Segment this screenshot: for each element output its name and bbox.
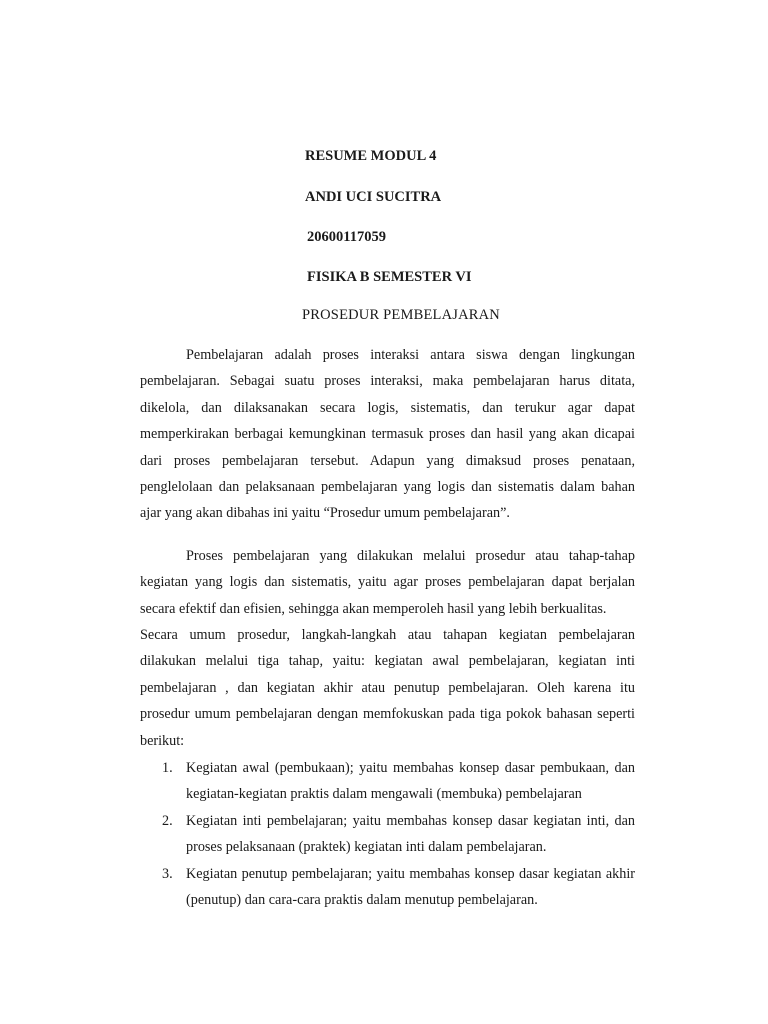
paragraph-process: Proses pembelajaran yang dilakukan melalui prosedur atau tahap-tahap kegiatan yang logis dan sistematis, yaitu agar proses pembelajaran dapat berjalan secara efektif dan efisien, sehingga akan memperoleh hasil yang lebih berkualitas. (140, 548, 635, 617)
list-marker: 1. (162, 760, 173, 776)
section-heading: PROSEDUR PEMBELAJARAN (302, 307, 500, 323)
list-item-text: Kegiatan inti pembelajaran; yaitu membahas konsep dasar kegiatan inti, dan proses pelaksanaan (praktek) kegiatan inti dalam pembelajaran. (186, 812, 635, 856)
author-name: ANDI UCI SUCITRA (305, 189, 442, 205)
paragraph-intro: Pembelajaran adalah proses interaksi antara siswa dengan lingkungan pembelajaran. Sebagai suatu proses interaksi, maka pembelajaran harus ditata, dikelola, dan dilaksanakan secara logis, sistematis, dan terukur agar dapat memperkirakan berbagai kemungkinan termasuk proses dan hasil yang akan dicapai dari proses pembelajaran tersebut. Adapun yang dimaksud proses penataan, penglelolaan dan pelaksanaan pembelajaran yang logis dan sistematis dalam bahan ajar yang akan dibahas ini yaitu “Prosedur umum pembelajaran”. (140, 347, 635, 522)
student-id: 20600117059 (307, 229, 386, 245)
list-marker: 3. (162, 865, 173, 882)
numbered-list (140, 755, 635, 913)
class-info: FISIKA B SEMESTER VI (307, 269, 472, 285)
list-marker: 2. (162, 812, 173, 829)
list-item (140, 861, 635, 914)
list-item (140, 755, 635, 808)
paragraph-stages: Secara umum prosedur, langkah-langkah atau tahapan kegiatan pembelajaran dilakukan melalui tiga tahap, yaitu: kegiatan awal pembelajaran, kegiatan inti pembelajaran , dan kegiatan akhir atau penutup pembelajaran. Oleh karena itu prosedur umum pembelajaran dengan memfokuskan pada tiga pokok bahasan seperti berikut: (140, 627, 635, 749)
list-item-text: Kegiatan awal (pembukaan); yaitu membahas konsep dasar pembukaan, dan kegiatan-kegiatan praktis dalam mengawali (membuka) pembelajaran (186, 760, 635, 803)
list-item-text: Kegiatan penutup pembelajaran; yaitu membahas konsep dasar kegiatan akhir (penutup) dan cara-cara praktis dalam menutup pembelajaran. (186, 865, 635, 909)
list-item (140, 808, 635, 861)
resume-title: RESUME MODUL 4 (305, 148, 437, 164)
